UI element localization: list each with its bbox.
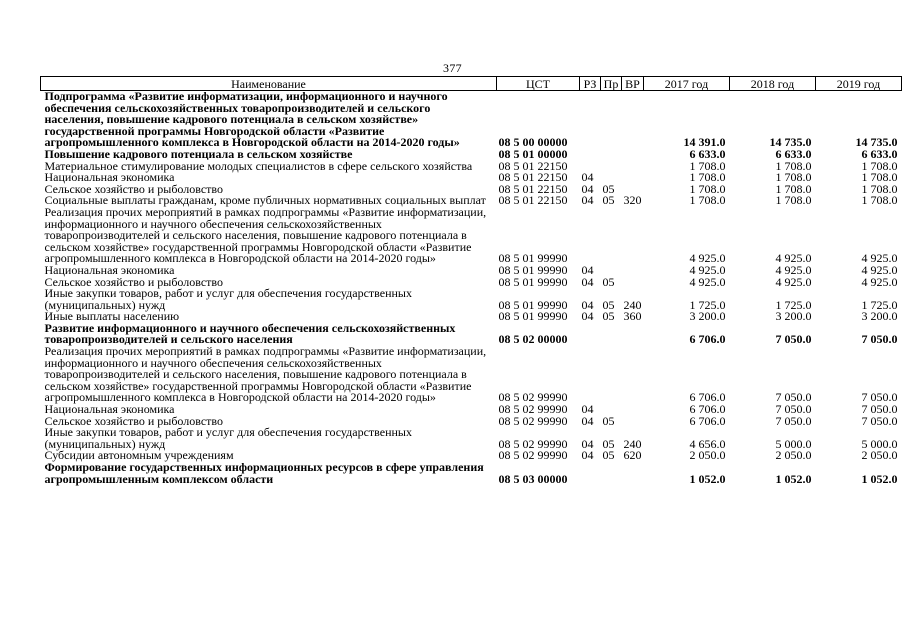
cell-rz bbox=[580, 207, 601, 265]
cell-2019: 1 725.0 bbox=[861, 297, 898, 312]
cell-vr bbox=[622, 161, 644, 173]
cell-2018: 1 708.0 bbox=[775, 193, 812, 208]
cell-cst: 08 5 01 22150 bbox=[498, 193, 568, 208]
header-cst: ЦСТ bbox=[497, 77, 580, 91]
cell-rz bbox=[580, 149, 601, 161]
cell-2017: 2 050.0 bbox=[689, 448, 726, 463]
cell-pr bbox=[601, 462, 622, 485]
cell-2017: 1 725.0 bbox=[689, 297, 726, 312]
cell-2018: 7 050.0 bbox=[775, 413, 812, 428]
cell-2019: 2 050.0 bbox=[861, 448, 898, 463]
cell-rz: 04 bbox=[581, 297, 594, 312]
cell-pr bbox=[601, 161, 622, 173]
cell-rz: 04 bbox=[581, 262, 594, 277]
cell-2018: 6 633.0 bbox=[775, 146, 812, 161]
cell-cst: 08 5 01 22150 bbox=[498, 181, 568, 196]
cell-pr: 05 bbox=[602, 193, 615, 208]
table-row bbox=[41, 207, 902, 265]
cell-pr bbox=[601, 323, 622, 346]
table-row bbox=[41, 346, 902, 404]
header-2017: 2017 год bbox=[644, 77, 730, 91]
cell-2019: 14 735.0 bbox=[855, 135, 898, 150]
cell-2017: 6 706.0 bbox=[689, 332, 726, 347]
cell-cst: 08 5 02 99990 bbox=[498, 390, 568, 405]
cell-2017: 1 708.0 bbox=[689, 181, 726, 196]
cell-2018: 4 925.0 bbox=[775, 274, 812, 289]
cell-cst: 08 5 01 99990 bbox=[498, 251, 568, 266]
cell-pr: 05 bbox=[602, 297, 615, 312]
table-row bbox=[41, 462, 902, 485]
cell-vr bbox=[622, 404, 644, 416]
cell-2019: 5 000.0 bbox=[861, 436, 898, 451]
cell-name: Реализация прочих мероприятий в рамках подпрограммы «Развитие информатизации, информационного и научного обеспечения сельскохозяйственных товаропроизводителей и сельского населения, повышение кадрового потенциала в сельском хозяйстве» государственной программы Новгородской области «Развитие агропромышленного комплекса в Новгородской области на 2014-2020 годы» bbox=[44, 204, 487, 266]
cell-2017: 14 391.0 bbox=[683, 135, 726, 150]
cell-name: Материальное стимулирование молодых специалистов в сфере сельского хозяйства bbox=[44, 158, 473, 173]
cell-cst: 08 5 02 99990 bbox=[498, 436, 568, 451]
cell-cst: 08 5 02 99990 bbox=[498, 448, 568, 463]
cell-2019: 1 052.0 bbox=[861, 471, 898, 486]
cell-2019: 7 050.0 bbox=[861, 390, 898, 405]
cell-rz: 04 bbox=[581, 274, 594, 289]
cell-cst: 08 5 01 22150 bbox=[498, 170, 568, 185]
cell-name: Развитие информационного и научного обеспечения сельскохозяйственных товаропроизводителей и сельского населения bbox=[44, 320, 456, 347]
cell-name: Национальная экономика bbox=[44, 170, 175, 185]
cell-pr bbox=[601, 149, 622, 161]
cell-vr: 240 bbox=[623, 436, 642, 451]
cell-2019: 4 925.0 bbox=[861, 274, 898, 289]
cell-2018: 1 708.0 bbox=[775, 158, 812, 173]
table-body bbox=[41, 91, 902, 486]
cell-rz bbox=[580, 346, 601, 404]
cell-2019: 1 708.0 bbox=[861, 181, 898, 196]
cell-2017: 1 708.0 bbox=[689, 158, 726, 173]
cell-2018: 14 735.0 bbox=[769, 135, 812, 150]
cell-vr bbox=[622, 265, 644, 277]
cell-name: Социальные выплаты гражданам, кроме публичных нормативных социальных выплат bbox=[44, 193, 486, 208]
cell-2018: 7 050.0 bbox=[775, 402, 812, 417]
cell-2018: 1 725.0 bbox=[775, 297, 812, 312]
cell-2018: 5 000.0 bbox=[775, 436, 812, 451]
cell-name: Реализация прочих мероприятий в рамках подпрограммы «Развитие информатизации, информационного и научного обеспечения сельскохозяйственных товаропроизводителей и сельского населения, повышение кадрового потенциала в сельском хозяйстве» государственной программы Новгородской области «Развитие агропромышленного комплекса в Новгородской области на 2014-2020 годы» bbox=[44, 344, 487, 405]
cell-vr bbox=[622, 346, 644, 404]
cell-rz bbox=[580, 323, 601, 346]
cell-name: Иные закупки товаров, работ и услуг для обеспечения государственных (муниципальных) нужд bbox=[44, 286, 412, 312]
cell-2019: 7 050.0 bbox=[861, 402, 898, 417]
header-pr: Пр bbox=[601, 77, 622, 91]
cell-name: Национальная экономика bbox=[44, 262, 175, 277]
cell-pr: 05 bbox=[602, 448, 615, 463]
table-row bbox=[41, 91, 902, 149]
table-row bbox=[41, 323, 902, 346]
cell-2017: 4 925.0 bbox=[689, 251, 726, 266]
cell-2017: 3 200.0 bbox=[689, 309, 726, 324]
cell-cst: 08 5 01 99990 bbox=[498, 262, 568, 277]
cell-cst: 08 5 01 99990 bbox=[498, 297, 568, 312]
cell-name: Сельское хозяйство и рыболовство bbox=[44, 181, 224, 196]
cell-name: Повышение кадрового потенциала в сельском хозяйстве bbox=[44, 146, 353, 161]
cell-cst: 08 5 01 00000 bbox=[498, 146, 568, 161]
cell-rz: 04 bbox=[581, 402, 594, 417]
cell-rz bbox=[580, 91, 601, 149]
cell-rz: 04 bbox=[581, 193, 594, 208]
cell-cst: 08 5 01 99990 bbox=[498, 274, 568, 289]
cell-2018: 7 050.0 bbox=[775, 332, 812, 347]
cell-cst: 08 5 01 22150 bbox=[498, 158, 568, 173]
cell-vr bbox=[622, 323, 644, 346]
cell-name: Сельское хозяйство и рыболовство bbox=[44, 274, 224, 289]
cell-2019: 3 200.0 bbox=[861, 309, 898, 324]
cell-vr: 320 bbox=[623, 193, 642, 208]
cell-2017: 6 706.0 bbox=[689, 413, 726, 428]
cell-name: Подпрограмма «Развитие информатизации, информационного и научного обеспечения сельскохозяйственных товаропроизводителей и сельского населения, повышение кадрового потенциала в сельском хозяйстве» государственной программы Новгородской области «Развитие агропромышленного комплекса в Новгородской области на 2014-2020 годы» bbox=[44, 89, 460, 150]
budget-table bbox=[40, 76, 902, 485]
cell-name: Сельское хозяйство и рыболовство bbox=[44, 413, 224, 428]
cell-vr: 360 bbox=[623, 309, 642, 324]
cell-2018: 3 200.0 bbox=[775, 309, 812, 324]
cell-2018: 1 708.0 bbox=[775, 181, 812, 196]
cell-2019: 1 708.0 bbox=[861, 193, 898, 208]
cell-cst: 08 5 03 00000 bbox=[498, 471, 568, 486]
cell-rz: 04 bbox=[581, 170, 594, 185]
cell-pr bbox=[601, 91, 622, 149]
cell-2019: 6 633.0 bbox=[861, 146, 898, 161]
cell-cst: 08 5 00 00000 bbox=[498, 135, 568, 150]
cell-cst: 08 5 02 99990 bbox=[498, 413, 568, 428]
cell-2019: 1 708.0 bbox=[861, 170, 898, 185]
cell-2017: 6 706.0 bbox=[689, 390, 726, 405]
cell-cst: 08 5 02 00000 bbox=[498, 332, 568, 347]
cell-2018: 2 050.0 bbox=[775, 448, 812, 463]
cell-vr bbox=[622, 172, 644, 184]
cell-vr bbox=[622, 277, 644, 289]
cell-2019: 1 708.0 bbox=[861, 158, 898, 173]
cell-vr bbox=[622, 91, 644, 149]
table-row bbox=[41, 288, 902, 311]
cell-pr: 05 bbox=[602, 274, 615, 289]
cell-2018: 4 925.0 bbox=[775, 251, 812, 266]
cell-pr bbox=[601, 346, 622, 404]
cell-2017: 6 706.0 bbox=[689, 402, 726, 417]
cell-cst: 08 5 01 99990 bbox=[498, 309, 568, 324]
cell-2019: 4 925.0 bbox=[861, 251, 898, 266]
cell-vr bbox=[622, 462, 644, 485]
header-2019: 2019 год bbox=[816, 77, 902, 91]
cell-rz: 04 bbox=[581, 181, 594, 196]
header-2018: 2018 год bbox=[730, 77, 816, 91]
cell-2017: 4 656.0 bbox=[689, 436, 726, 451]
cell-rz: 04 bbox=[581, 309, 594, 324]
cell-name: Субсидии автономным учреждениям bbox=[44, 448, 234, 463]
cell-pr: 05 bbox=[602, 413, 615, 428]
cell-2019: 7 050.0 bbox=[861, 332, 898, 347]
cell-vr: 240 bbox=[623, 297, 642, 312]
cell-2019: 4 925.0 bbox=[861, 262, 898, 277]
cell-2017: 1 708.0 bbox=[689, 193, 726, 208]
cell-pr: 05 bbox=[602, 181, 615, 196]
cell-vr: 620 bbox=[623, 448, 642, 463]
cell-2017: 6 633.0 bbox=[689, 146, 726, 161]
cell-2018: 7 050.0 bbox=[775, 390, 812, 405]
cell-rz: 04 bbox=[581, 413, 594, 428]
cell-rz bbox=[580, 462, 601, 485]
cell-2017: 1 052.0 bbox=[689, 471, 726, 486]
cell-2018: 1 052.0 bbox=[775, 471, 812, 486]
cell-name: Формирование государственных информационных ресурсов в сфере управления агропромышленным комплексом области bbox=[44, 460, 484, 486]
cell-cst: 08 5 02 99990 bbox=[498, 402, 568, 417]
cell-pr: 05 bbox=[602, 436, 615, 451]
cell-vr bbox=[622, 207, 644, 265]
cell-rz: 04 bbox=[581, 436, 594, 451]
cell-2017: 1 708.0 bbox=[689, 170, 726, 185]
header-rz: РЗ bbox=[580, 77, 601, 91]
cell-pr: 05 bbox=[602, 309, 615, 324]
cell-vr bbox=[622, 149, 644, 161]
cell-rz: 04 bbox=[581, 448, 594, 463]
cell-name: Иные закупки товаров, работ и услуг для обеспечения государственных (муниципальных) нужд bbox=[44, 425, 412, 451]
cell-2018: 4 925.0 bbox=[775, 262, 812, 277]
cell-pr bbox=[601, 207, 622, 265]
header-vr: ВР bbox=[622, 77, 644, 91]
page-number: 377 bbox=[443, 61, 462, 75]
cell-name: Иные выплаты населению bbox=[44, 309, 180, 324]
cell-2017: 4 925.0 bbox=[689, 274, 726, 289]
table-row bbox=[41, 427, 902, 450]
cell-name: Национальная экономика bbox=[44, 402, 175, 417]
cell-2018: 1 708.0 bbox=[775, 170, 812, 185]
cell-vr bbox=[622, 416, 644, 428]
cell-2019: 7 050.0 bbox=[861, 413, 898, 428]
cell-2017: 4 925.0 bbox=[689, 262, 726, 277]
header-name: Наименование bbox=[41, 77, 497, 91]
